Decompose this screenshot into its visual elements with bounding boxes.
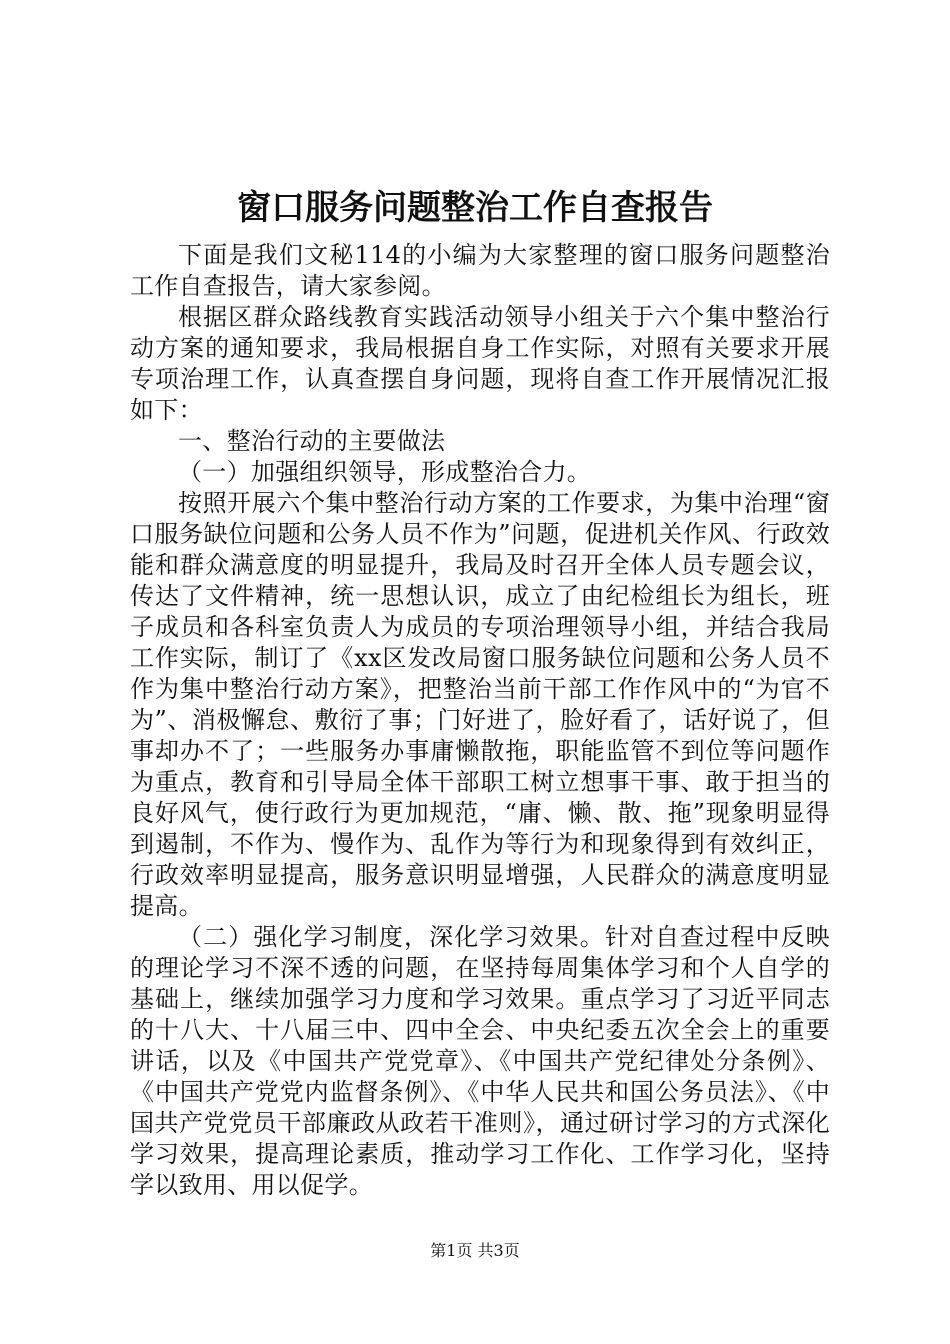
paragraph-organization: 按照开展六个集中整治行动方案的工作要求，为集中治理“窗口服务缺位问题和公务人员不作为”问题，促进机关作风、行政效能和群众满意度的明显提升，我局及时召开全体人员专题会议，传达了文件精神，统一思想认识，成立了由纪检组长为组长，班子成员和各科室负责人为成员的专项治理领导小组，并结合我局工作实际，制订了《xx区发改局窗口服务缺位问题和公务人员不作为集中整治行动方案》，把整治当前干部工作作风中的“为官不为”、消极懈怠、敷衍了事；门好进了，脸好看了，话好说了，但事却办不了；一些服务办事庸懒散拖，职能监管不到位等问题作为重点，教育和引导局全体干部职工树立想事干事、敢于担当的良好风气，使行政行为更加规范，“庸、懒、散、拖”现象明显得到遏制，不作为、慢作为、乱作为等行为和现象得到有效纠正，行政效率明显提高，服务意识明显增强，人民群众的满意度明显提高。 [130, 489, 830, 920]
paragraph-background: 根据区群众路线教育实践活动领导小组关于六个集中整治行动方案的通知要求，我局根据自身工作实际，对照有关要求开展专项治理工作，认真查摆自身问题，现将自查工作开展情况汇报如下： [130, 303, 830, 424]
page-footer: 第1页 共3页 [430, 1241, 520, 1260]
subsection-heading-1: （一）加强组织领导，形成整治合力。 [178, 458, 592, 486]
paragraph-intro: 下面是我们文秘114的小编为大家整理的窗口服务问题整治工作自查报告，请大家参阅。 [130, 241, 830, 300]
section-heading-1: 一、整治行动的主要做法 [178, 427, 446, 455]
document-body [130, 240, 830, 1201]
paragraph-study: （二）强化学习制度，深化学习效果。针对自查过程中反映的理论学习不深不透的问题，在坚持每周集体学习和个人自学的基础上，继续加强学习力度和学习效果。重点学习了习近平同志的十八大、十八届三中、四中全会、中央纪委五次全会上的重要讲话，以及《中国共产党党章》、《中国共产党纪律处分条例》、《中国共产党党内监督条例》、《中华人民共和国公务员法》、《中国共产党党员干部廉政从政若干准则》，通过研讨学习的方式深化学习效果，提高理论素质，推动学习工作化、工作学习化，坚持学以致用、用以促学。 [130, 923, 830, 1199]
document-title: 窗口服务问题整治工作自查报告 [237, 188, 713, 228]
